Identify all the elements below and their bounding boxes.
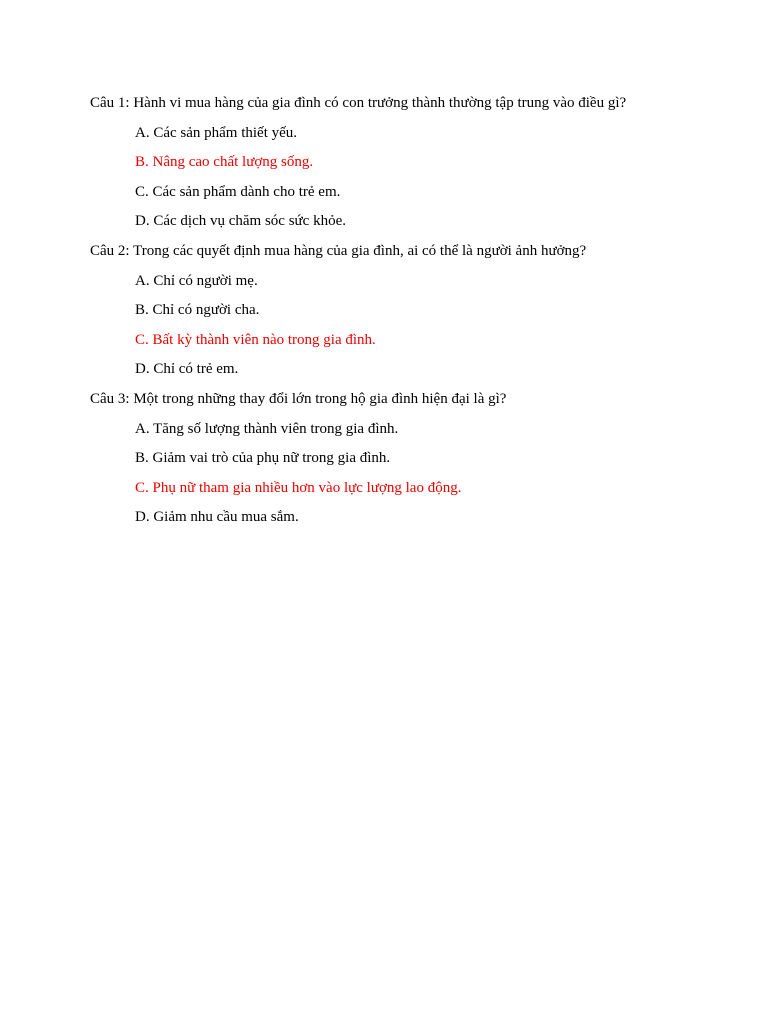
question-2-option-b: B. Chỉ có người cha. bbox=[135, 302, 260, 319]
question-1-option-b: B. Nâng cao chất lượng sống. bbox=[135, 154, 314, 171]
question-2-option-a: A. Chỉ có người mẹ. bbox=[135, 272, 258, 289]
question-1: Câu 1: Hành vi mua hàng của gia đình có con trưởng thành thường tập trung vào điều gì? bbox=[90, 95, 627, 111]
question-3-option-b: B. Giảm vai trò của phụ nữ trong gia đình. bbox=[135, 450, 391, 467]
question-1-option-a: A. Các sản phẩm thiết yếu. bbox=[135, 124, 298, 141]
question-3-option-c: C. Phụ nữ tham gia nhiều hơn vào lực lượng lao động. bbox=[135, 479, 462, 496]
question-3-option-a: A. Tăng số lượng thành viên trong gia đình. bbox=[135, 420, 399, 437]
question-2-option-c: C. Bất kỳ thành viên nào trong gia đình. bbox=[135, 331, 376, 348]
question-2-option-d: D. Chỉ có trẻ em. bbox=[135, 361, 239, 378]
question-2: Câu 2: Trong các quyết định mua hàng của gia đình, ai có thể là người ảnh hưởng? bbox=[90, 242, 587, 259]
question-1-option-c: C. Các sản phẩm dành cho trẻ em. bbox=[135, 183, 341, 200]
question-3-option-d: D. Giảm nhu cầu mua sắm. bbox=[135, 509, 299, 526]
quiz-content bbox=[90, 91, 728, 535]
question-3: Câu 3: Một trong những thay đổi lớn trong hộ gia đình hiện đại là gì? bbox=[90, 390, 507, 407]
question-1-option-d: D. Các dịch vụ chăm sóc sức khỏe. bbox=[135, 213, 346, 230]
